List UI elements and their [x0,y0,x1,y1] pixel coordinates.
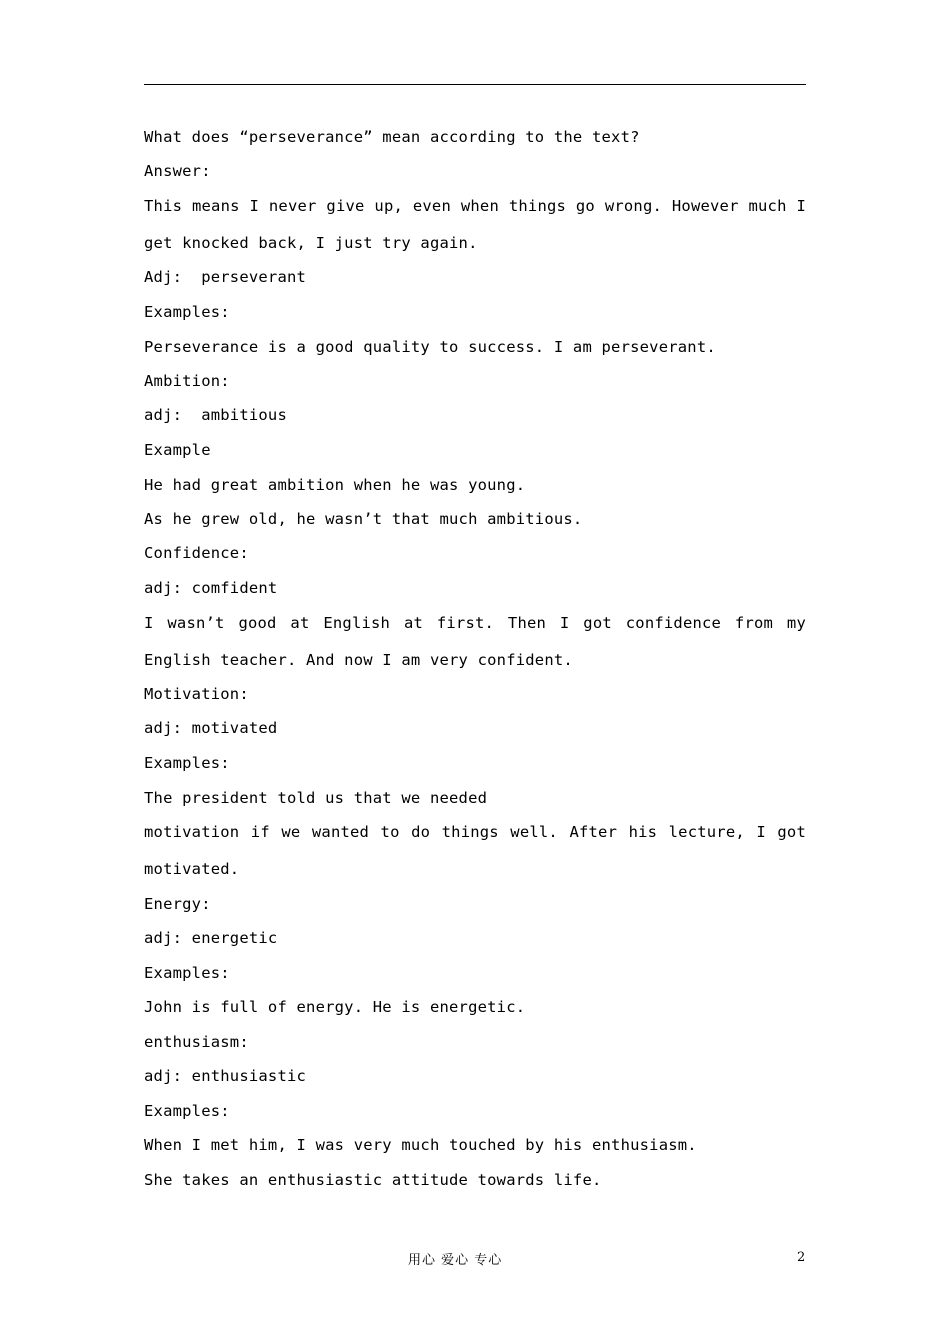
example-sentence: motivation if we wanted to do things well. After his lecture, I got [144,823,806,841]
adjective-line: adj: motivated [144,719,278,737]
examples-label: Examples: [144,303,230,321]
example-sentence: John is full of energy. He is energetic. [144,998,526,1016]
example-sentence: The president told us that we needed [144,789,488,807]
example-sentence: When I met him, I was very much touched by his enthusiasm. [144,1136,697,1154]
example-sentence: English teacher. And now I am very confident. [144,651,573,669]
example-sentence: As he grew old, he wasn’t that much ambitious. [144,510,583,528]
header-rule [144,84,806,85]
answer-text-line: get knocked back, I just try again. [144,234,478,252]
examples-label: Examples: [144,964,230,982]
footer-motto: 用心 爱心 专心 [408,1253,503,1268]
term-heading: enthusiasm: [144,1033,249,1051]
example-sentence: He had great ambition when he was young. [144,476,526,494]
examples-label: Example [144,441,211,459]
term-heading: Ambition: [144,372,230,390]
term-heading: Motivation: [144,685,249,703]
term-heading: Energy: [144,895,211,913]
example-sentence: She takes an enthusiastic attitude towards life. [144,1171,602,1189]
example-sentence: I wasn’t good at English at first. Then I got confidence from my [144,614,806,632]
question-line: What does “perseverance” mean according to the text? [144,128,640,146]
examples-label: Examples: [144,1102,230,1120]
adjective-line: adj: comfident [144,579,278,597]
adjective-line: adj: enthusiastic [144,1067,307,1085]
adjective-line: Adj: perseverant [144,268,307,286]
adjective-line: adj: energetic [144,929,278,947]
page-number: 2 [797,1250,806,1265]
example-sentence: motivated. [144,860,240,878]
answer-label: Answer: [144,162,211,180]
example-sentence: Perseverance is a good quality to success. I am perseverant. [144,338,716,356]
examples-label: Examples: [144,754,230,772]
adjective-line: adj: ambitious [144,406,287,424]
answer-text-line: This means I never give up, even when things go wrong. However much I [144,197,806,215]
term-heading: Confidence: [144,544,249,562]
